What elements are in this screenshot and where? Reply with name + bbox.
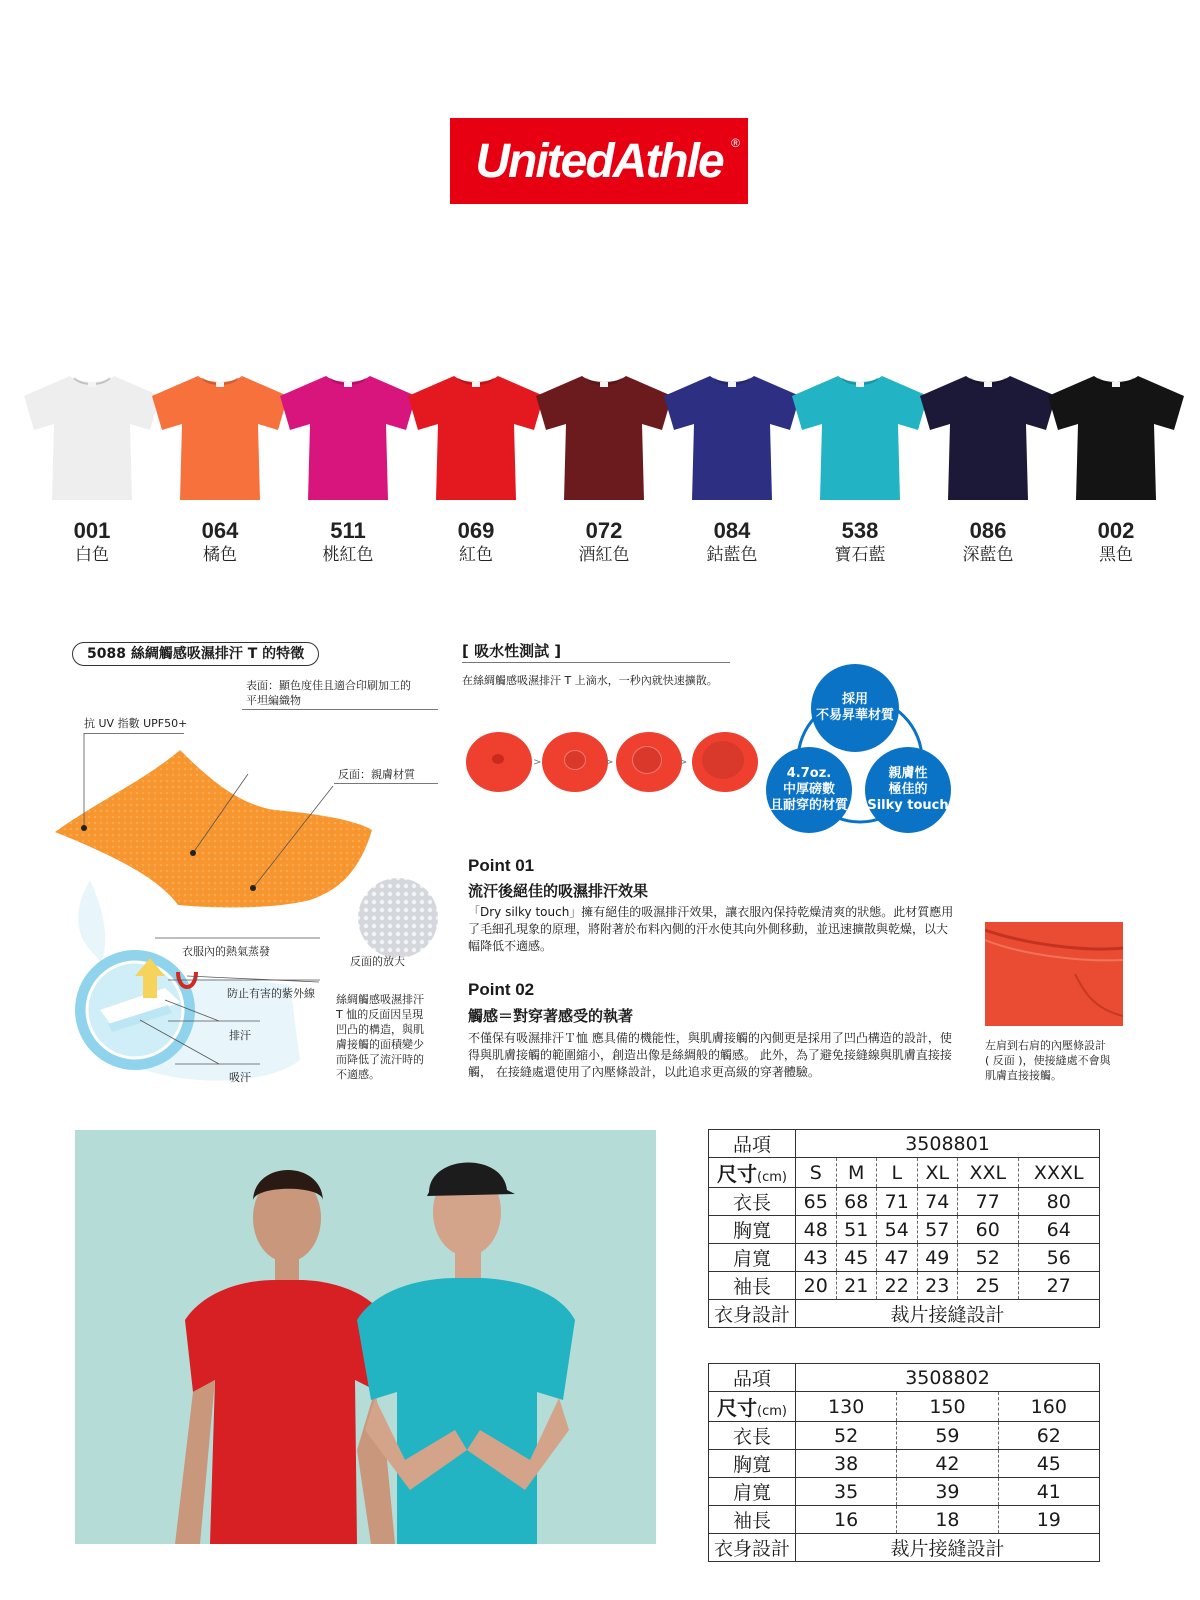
table-row [709,1130,1100,1158]
color-name: 寶石藍 [834,545,886,565]
color-swatch [150,518,290,566]
item-value: 3508802 [796,1364,1100,1392]
brand-logo [450,118,748,204]
measurement-label: 袖長 [709,1506,796,1534]
point-01-body: 「Dry silky touch」擁有絕佳的吸濕排汗效果，讓衣服內保持乾燥清爽的狀態。此材質應用了毛細孔現象的原理，將附著於布料內側的汗水使其向外側移動，並迅速擴散與乾燥，以大幅降低不適感。 [468,905,954,953]
size-label [709,1392,796,1422]
point-02-heading: Point 02 [468,980,535,999]
magnify-description-line: 凹凸的構造，與肌 [336,1023,424,1036]
venn-left: 4.7oz. 中厚磅數 且耐穿的材質 [766,747,852,833]
color-swatch [534,518,674,566]
table-row [709,1534,1100,1562]
size-header: XXXL [1018,1158,1100,1188]
measurement-value: 56 [1018,1244,1100,1272]
measurement-label: 胸寬 [709,1450,796,1478]
measurement-value: 52 [958,1244,1019,1272]
measurement-value: 47 [877,1244,918,1272]
tshirt-image [662,372,802,502]
table-row [709,1450,1100,1478]
magnify-description [336,992,424,1082]
magnify-description-line: 而降低了流汗時的 [336,1053,424,1066]
table-row [709,1188,1100,1216]
measurement-value: 20 [796,1272,837,1300]
fabric-sheet [55,750,372,907]
back-label: 反面：親膚材質 [338,768,415,781]
item-label: 品項 [709,1364,796,1392]
size-table-adult [708,1129,1100,1328]
table-row [709,1300,1100,1328]
measurement-value: 18 [897,1506,998,1534]
magnify-description-line: T 恤的反面因呈現 [336,1008,424,1021]
item-value: 3508801 [796,1130,1100,1158]
measurement-label: 肩寬 [709,1478,796,1506]
color-name: 鈷藍色 [706,545,758,565]
collar-caption-line: ( 反面 )，使接縫處不會與 [985,1054,1111,1067]
measurement-value: 65 [796,1188,837,1216]
tshirt-image [278,372,418,502]
collar-caption-line: 肌膚直接接觸。 [985,1069,1062,1082]
point-02-subtitle: 觸感＝對穿著感受的執著 [468,1007,634,1025]
color-code: 002 [1097,518,1135,543]
heat-label: 衣服內的熱氣蒸發 [182,945,270,958]
table-row [709,1216,1100,1244]
tshirt-image [790,372,930,502]
measurement-value: 45 [998,1450,1099,1478]
measurement-value: 27 [1018,1272,1100,1300]
water-drop-stage-3 [616,732,682,792]
measurement-value: 23 [917,1272,958,1300]
tshirt-image [150,372,290,502]
size-label-text: 尺寸 [717,1162,758,1186]
table-row [709,1364,1100,1392]
magnified-back-circle [358,878,438,958]
table-row [709,1272,1100,1300]
measurement-value: 57 [917,1216,958,1244]
measurement-value: 64 [1018,1216,1100,1244]
unit-label: (cm) [757,1170,787,1185]
color-code: 072 [585,518,623,543]
brand-name: UnitedAthle [475,134,723,188]
measurement-value: 49 [917,1244,958,1272]
water-drop-stage-2 [542,732,608,792]
venn-right: 親膚性 極佳的 Silky touch [865,747,951,833]
measurement-value: 48 [796,1216,837,1244]
measurement-label: 肩寬 [709,1244,796,1272]
sweat-out-label: 排汗 [229,1029,251,1042]
collar-caption [985,1038,1135,1083]
tshirt-image [406,372,546,502]
size-header: 160 [998,1392,1099,1422]
magnify-description-line: 絲綢觸感吸濕排汗 [336,993,424,1006]
color-name: 深藍色 [962,545,1014,565]
table-row [709,1158,1100,1188]
size-header: 130 [796,1392,897,1422]
measurement-value: 42 [897,1450,998,1478]
measurement-value: 43 [796,1244,837,1272]
measurement-label: 衣長 [709,1188,796,1216]
tshirt-image [534,372,674,502]
measurement-value: 71 [877,1188,918,1216]
tshirt-image [918,372,1058,502]
measurement-value: 22 [877,1272,918,1300]
arrow-icon: > [605,757,614,768]
registered-mark: ® [731,136,740,150]
magnify-description-line: 不適感。 [336,1068,380,1081]
surface-label-rule [242,709,438,710]
unit-label: (cm) [757,1404,787,1419]
tshirt-image [22,372,162,502]
color-code: 064 [201,518,239,543]
measurement-value: 74 [917,1188,958,1216]
size-header: S [796,1158,837,1188]
surface-label-line2: 平坦編織物 [246,694,301,707]
tshirt-image [1046,372,1186,502]
design-value: 裁片接縫設計 [796,1300,1100,1328]
color-swatch [22,518,162,566]
collar-caption-line: 左肩到右肩的內壓條設計 [985,1039,1106,1052]
measurement-value: 21 [836,1272,877,1300]
size-header: XL [917,1158,958,1188]
design-value: 裁片接縫設計 [796,1534,1100,1562]
size-table-kids [708,1363,1100,1562]
water-drop-stage-1 [466,732,532,792]
size-header: M [836,1158,877,1188]
color-code: 001 [73,518,111,543]
collar-detail-photo [985,904,1123,1026]
measurement-value: 62 [998,1422,1099,1450]
measurement-value: 39 [897,1478,998,1506]
color-code: 086 [969,518,1007,543]
surface-label-line1: 表面：顯色度佳且適合印刷加工的 [246,679,411,692]
table-row [709,1506,1100,1534]
size-header: XXL [958,1158,1019,1188]
color-name: 酒紅色 [578,545,630,565]
magnify-label: 反面的放大 [350,955,405,968]
features-title: 5088 絲綢觸感吸濕排汗 T 的特徵 [72,642,319,666]
measurement-label: 袖長 [709,1272,796,1300]
color-name: 桃紅色 [322,545,374,565]
model-photo [75,1130,656,1544]
measurement-value: 77 [958,1188,1019,1216]
magnify-description-line: 膚接觸的面積變少 [336,1038,424,1051]
venn-top: 採用 不易昇華材質 [811,664,899,752]
point-01-heading: Point 01 [468,856,535,875]
measurement-value: 51 [836,1216,877,1244]
measurement-value: 68 [836,1188,877,1216]
measurement-value: 52 [796,1422,897,1450]
color-swatch [790,518,930,566]
item-label: 品項 [709,1130,796,1158]
color-swatch [662,518,802,566]
size-label-text: 尺寸 [717,1396,758,1420]
measurement-value: 38 [796,1450,897,1478]
table-row [709,1392,1100,1422]
table-row [709,1478,1100,1506]
uv-label: 抗 UV 指數 UPF50+ [84,717,188,730]
color-name: 橘色 [203,545,237,565]
color-name: 黑色 [1099,545,1133,565]
measurement-value: 45 [836,1244,877,1272]
color-code: 069 [457,518,495,543]
color-code: 084 [713,518,751,543]
water-test-description: 在絲綢觸感吸濕排汗 T 上滴水，一秒內就快速擴散。 [462,674,718,687]
point-01-subtitle: 流汗後絕佳的吸濕排汗效果 [468,882,649,900]
table-row [709,1422,1100,1450]
size-header: 150 [897,1392,998,1422]
measurement-value: 54 [877,1216,918,1244]
measurement-label: 衣長 [709,1422,796,1450]
design-label: 衣身設計 [709,1534,796,1562]
color-code: 511 [330,518,366,543]
measurement-value: 19 [998,1506,1099,1534]
measurement-value: 59 [897,1422,998,1450]
size-label [709,1158,796,1188]
measurement-value: 35 [796,1478,897,1506]
color-swatch [406,518,546,566]
color-swatch [278,518,418,566]
water-test-title: [ 吸水性測試 ] [462,642,562,660]
arrow-icon: > [679,757,688,768]
measurement-value: 60 [958,1216,1019,1244]
measurement-value: 16 [796,1506,897,1534]
point-02-body: 不僅保有吸濕排汗Ｔ恤 應具備的機能性，與肌膚接觸的內側更是採用了凹凸構造的設計，使得與肌膚接觸的範圍縮小，創造出像是絲綢般的觸感。 此外，為了避免接縫線與肌膚直接接觸， 在接縫處還使用了內壓條設計，以此追求更高級的穿著體驗。 [468,1031,952,1079]
water-test-rule [462,662,730,663]
absorb-label: 吸汗 [229,1071,251,1084]
size-header: L [877,1158,918,1188]
color-code: 538 [841,518,879,543]
uv-block-label: 防止有害的紫外線 [227,987,315,1000]
color-swatch [918,518,1058,566]
measurement-value: 41 [998,1478,1099,1506]
design-label: 衣身設計 [709,1300,796,1328]
measurement-value: 80 [1018,1188,1100,1216]
color-name: 白色 [75,545,109,565]
color-swatch [1046,518,1186,566]
arrow-icon: > [533,757,542,768]
measurement-label: 胸寬 [709,1216,796,1244]
color-name: 紅色 [459,545,493,565]
measurement-value: 25 [958,1272,1019,1300]
table-row [709,1244,1100,1272]
water-drop-stage-4 [692,732,758,792]
